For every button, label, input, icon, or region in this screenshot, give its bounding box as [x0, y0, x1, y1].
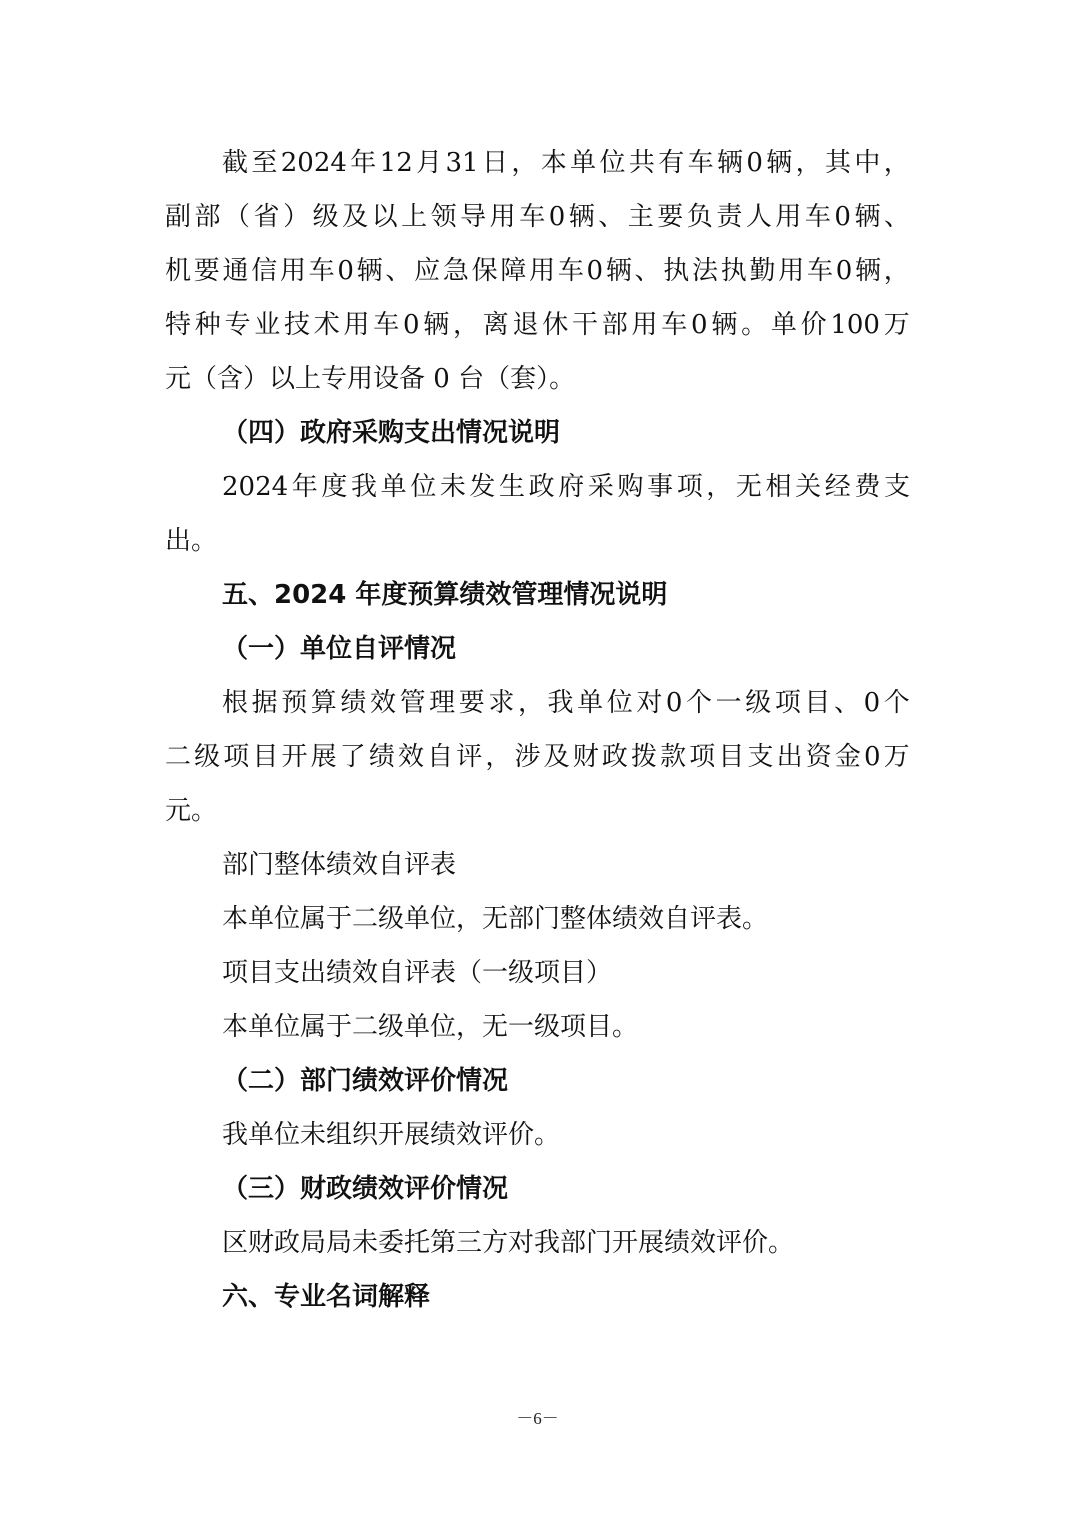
text-token: 应 [414, 256, 441, 286]
text-token: 单 [577, 688, 604, 718]
text-token: 用 [529, 256, 556, 286]
text-token: 离 [482, 310, 509, 340]
vehicles-line-3 [165, 254, 910, 288]
text-token: 有 [658, 148, 685, 178]
text-token: 信 [251, 256, 278, 286]
text-token: 管 [399, 688, 426, 718]
text-token: 部 [601, 310, 628, 340]
text-token: 辆 [716, 148, 743, 178]
text-token: 求 [488, 688, 515, 718]
text-token: 事 [647, 472, 674, 502]
text-token: 对 [636, 688, 663, 718]
text-token: 2024 [222, 472, 289, 502]
text-token: 算 [310, 688, 337, 718]
section6-heading: 六、专业名词解释 [222, 1282, 431, 1312]
text-token: 以 [371, 202, 398, 232]
text-token: 共 [628, 148, 655, 178]
text-token: 急 [442, 256, 469, 286]
text-token: 辆 [854, 256, 881, 286]
text-token: 车 [557, 256, 584, 286]
text-token: 法 [692, 256, 719, 286]
text-token: 相 [765, 472, 792, 502]
text-token: 业 [254, 310, 281, 340]
text-token: 项 [774, 688, 801, 718]
text-token: 理 [429, 688, 456, 718]
text-token: 支 [747, 742, 774, 772]
text-token: 术 [313, 310, 340, 340]
text-token: 自 [427, 742, 454, 772]
text-token: 、 [883, 202, 910, 232]
project-table-title: 项目支出绩效自评表（一级项目） [222, 958, 613, 988]
text-token: 截 [222, 148, 249, 178]
text-token: 展 [310, 742, 337, 772]
text-token: 绩 [368, 742, 395, 772]
text-token: ， [883, 148, 910, 178]
text-token: 府 [558, 472, 585, 502]
text-token: 辆 [711, 310, 738, 340]
section5-heading: 五、2024 年度预算绩效管理情况说明 [222, 580, 668, 610]
text-token: 开 [281, 742, 308, 772]
text-token: 据 [251, 688, 278, 718]
text-token: 、 [634, 256, 661, 286]
text-token: 目 [252, 742, 279, 772]
text-token: 费 [854, 472, 881, 502]
text-token: 干 [572, 310, 599, 340]
text-token: 日 [481, 148, 508, 178]
text-token: 单 [380, 472, 407, 502]
text-token: 我 [350, 472, 377, 502]
text-token: 评 [456, 742, 483, 772]
text-token: 绩 [340, 688, 367, 718]
text-token: 政 [528, 472, 555, 502]
text-token: 级 [312, 202, 339, 232]
text-token: 项 [223, 742, 250, 772]
text-token: 人 [745, 202, 772, 232]
self-eval-line-1 [165, 686, 910, 720]
text-token: 技 [284, 310, 311, 340]
text-token: 种 [194, 310, 221, 340]
text-token: 效 [369, 688, 396, 718]
text-token: 用 [775, 202, 802, 232]
text-token: 车 [519, 202, 546, 232]
text-token: 至 [251, 148, 278, 178]
text-token: 位 [599, 148, 626, 178]
text-token: 责 [716, 202, 743, 232]
finance-eval-text: 区财政局局未委托第三方对我部门开展绩效评价。 [222, 1228, 795, 1258]
self-eval-line-2 [165, 740, 910, 774]
text-token: 价 [800, 310, 827, 340]
text-token: ， [795, 148, 822, 178]
text-token: 效 [398, 742, 425, 772]
text-token: 购 [617, 472, 644, 502]
text-token: 财 [572, 742, 599, 772]
text-token: 采 [587, 472, 614, 502]
text-token: 执 [663, 256, 690, 286]
vehicles-line-4 [165, 308, 910, 342]
text-token: 休 [542, 310, 569, 340]
text-token: 保 [471, 256, 498, 286]
text-token: 涉 [514, 742, 541, 772]
text-token: 省 [253, 202, 280, 232]
text-token: ， [511, 148, 538, 178]
text-token: 位 [606, 688, 633, 718]
text-token: 要 [657, 202, 684, 232]
text-token: 0 [864, 742, 881, 772]
text-token: 月 [416, 148, 443, 178]
text-token: 用 [343, 310, 370, 340]
text-token: 本 [540, 148, 567, 178]
text-token: 及 [342, 202, 369, 232]
text-token: 0 [863, 688, 881, 718]
text-token: 专 [224, 310, 251, 340]
text-token: 车 [804, 202, 831, 232]
text-token: 年 [350, 148, 377, 178]
text-token: 执 [720, 256, 747, 286]
text-token: 要 [458, 688, 485, 718]
text-token: 政 [601, 742, 628, 772]
dept-table-title: 部门整体绩效自评表 [222, 850, 457, 880]
text-token: 辆 [423, 310, 450, 340]
text-token: 辆 [568, 202, 595, 232]
text-token: 车 [687, 148, 714, 178]
self-eval-heading: （一）单位自评情况 [222, 634, 457, 664]
text-token: 二 [165, 742, 192, 772]
text-token: 勤 [749, 256, 776, 286]
text-token: 、 [598, 202, 625, 232]
text-token: 出 [776, 742, 803, 772]
text-token: 0 [337, 256, 354, 286]
text-token: 要 [193, 256, 220, 286]
text-token: 中 [854, 148, 881, 178]
text-token: 主 [627, 202, 654, 232]
text-token: 目 [718, 742, 745, 772]
text-token: 单 [770, 310, 797, 340]
text-token: （ [224, 202, 251, 232]
text-token: 款 [660, 742, 687, 772]
text-token: 年 [291, 472, 318, 502]
text-token: 辆 [854, 202, 881, 232]
text-token: 根 [222, 688, 249, 718]
text-token: ， [706, 472, 733, 502]
text-token: ， [883, 256, 910, 286]
text-token: 、 [834, 688, 861, 718]
text-token: 资 [805, 742, 832, 772]
text-token: 用 [489, 202, 516, 232]
text-token: 0 [665, 688, 683, 718]
text-token: 0 [586, 256, 604, 286]
text-token: 经 [824, 472, 851, 502]
text-token: 领 [430, 202, 457, 232]
text-token: 。 [741, 310, 768, 340]
text-token: 上 [401, 202, 428, 232]
text-token: 负 [686, 202, 713, 232]
text-token: 级 [745, 688, 772, 718]
text-token: ， [517, 688, 544, 718]
text-token: 无 [735, 472, 762, 502]
text-token: ） [283, 202, 310, 232]
text-token: 我 [547, 688, 574, 718]
text-token: 100 [830, 310, 880, 340]
text-token: 个 [686, 688, 713, 718]
text-token: 车 [661, 310, 688, 340]
text-token: 导 [460, 202, 487, 232]
text-token: 辆 [356, 256, 383, 286]
procurement-line-2: 出。 [165, 526, 218, 556]
text-token: 一 [715, 688, 742, 718]
vehicles-line-1 [165, 146, 910, 180]
text-token: 障 [500, 256, 527, 286]
text-token: 0 [834, 202, 851, 232]
text-token: 、 [385, 256, 412, 286]
text-token: 关 [795, 472, 822, 502]
text-token: 目 [804, 688, 831, 718]
text-token: 及 [543, 742, 570, 772]
text-token: 生 [499, 472, 526, 502]
text-token: 辆 [766, 148, 793, 178]
self-eval-line-3: 元。 [165, 796, 218, 826]
dept-eval-text: 我单位未组织开展绩效评价。 [222, 1120, 561, 1150]
text-token: ， [453, 310, 480, 340]
dept-table-note: 本单位属于二级单位，无部门整体绩效自评表。 [222, 904, 769, 934]
text-token: 位 [410, 472, 437, 502]
text-token: 车 [373, 310, 400, 340]
text-token: 0 [403, 310, 420, 340]
text-token: 机 [165, 256, 192, 286]
text-token: 0 [548, 202, 566, 232]
text-token: 12 [379, 148, 413, 178]
text-token: 金 [834, 742, 861, 772]
text-token: 项 [689, 742, 716, 772]
vehicles-line-5: 元（含）以上专用设备 0 台（套）。 [165, 364, 576, 394]
text-token: 单 [570, 148, 597, 178]
text-token: 个 [883, 688, 910, 718]
text-token: 支 [883, 472, 910, 502]
text-token: 发 [469, 472, 496, 502]
text-token: 级 [194, 742, 221, 772]
text-token: 项 [676, 472, 703, 502]
text-token: 了 [339, 742, 366, 772]
text-token: 万 [883, 742, 910, 772]
text-token: 万 [883, 310, 910, 340]
text-token: 0 [746, 148, 763, 178]
text-token: 用 [631, 310, 658, 340]
procurement-heading: （四）政府采购支出情况说明 [222, 418, 561, 448]
text-token: ， [485, 742, 512, 772]
dept-eval-heading: （二）部门绩效评价情况 [222, 1066, 509, 1096]
text-token: 未 [439, 472, 466, 502]
text-token: 车 [308, 256, 335, 286]
text-token: 拨 [631, 742, 658, 772]
text-token: 0 [835, 256, 853, 286]
text-token: 度 [321, 472, 348, 502]
text-token: 用 [778, 256, 805, 286]
text-token: 通 [222, 256, 249, 286]
finance-eval-heading: （三）财政绩效评价情况 [222, 1174, 509, 1204]
text-token: 0 [691, 310, 708, 340]
vehicles-line-2 [165, 200, 910, 234]
procurement-line-1 [165, 470, 910, 504]
text-token: 用 [279, 256, 306, 286]
text-token: 副 [165, 202, 192, 232]
text-token: 部 [194, 202, 221, 232]
project-table-note: 本单位属于二级单位，无一级项目。 [222, 1012, 639, 1042]
text-token: 辆 [605, 256, 632, 286]
text-token: 31 [445, 148, 479, 178]
text-token: 特 [165, 310, 192, 340]
text-token: 退 [512, 310, 539, 340]
text-token: 其 [824, 148, 851, 178]
text-token: 预 [281, 688, 308, 718]
text-token: 车 [806, 256, 833, 286]
page-number: －6－ [516, 1409, 559, 1428]
text-token: 2024 [280, 148, 347, 178]
